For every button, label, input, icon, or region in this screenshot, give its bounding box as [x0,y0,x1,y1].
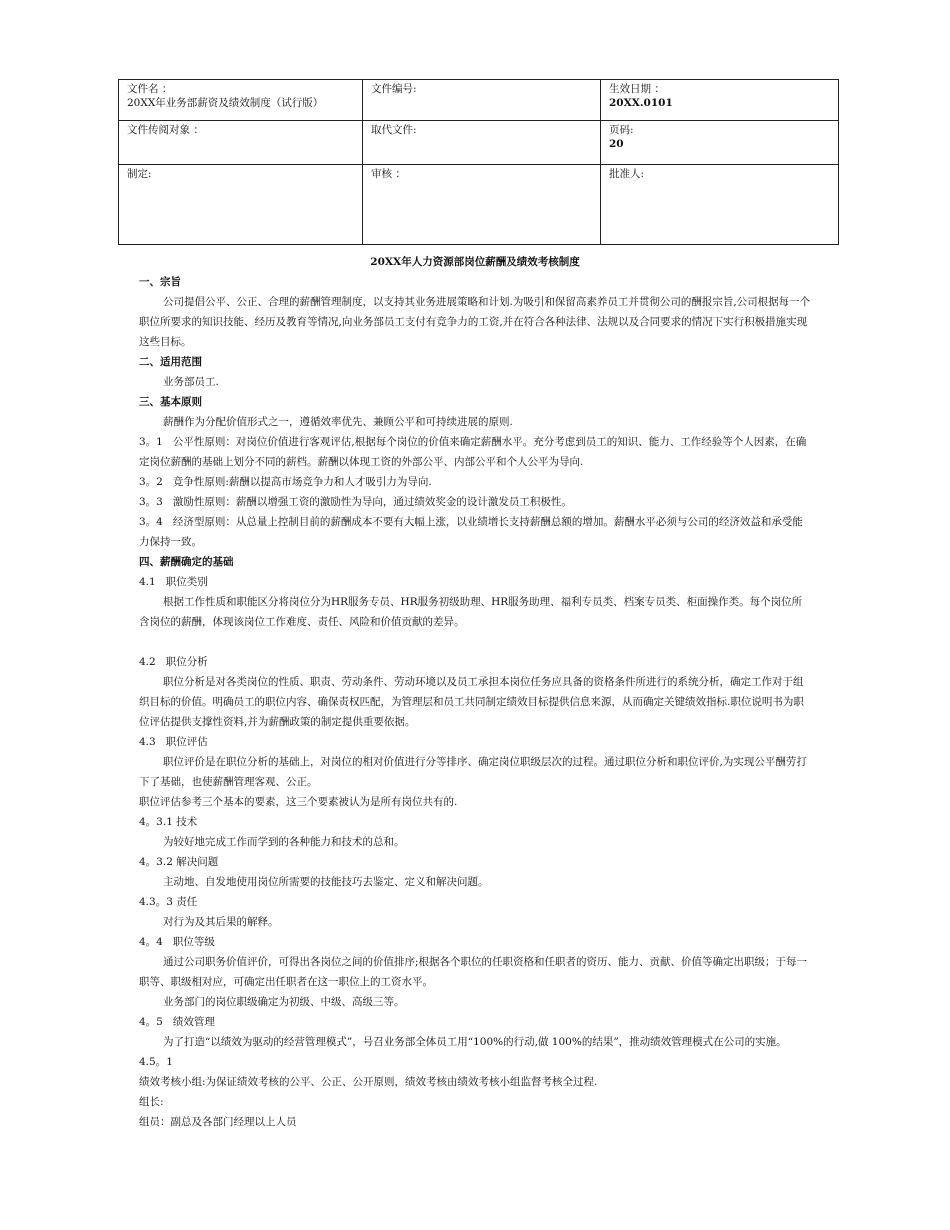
review-cell [363,165,601,245]
made-by-cell [119,165,363,245]
file-name-cell [119,80,363,121]
approver-label: 批准人: [609,168,645,180]
item-heading: 4。3.1 技术 [139,816,198,828]
paragraph: 绩效考核小组:为保证绩效考核的公平、公正、公开原则，绩效考核由绩效考核小组监督考核全过程. [139,1076,598,1088]
paragraph: 主动地、自发地使用岗位所需要的技能技巧去鉴定、定义和解决问题。 [163,876,489,888]
document-header-table [118,79,839,245]
made-by-label: 制定: [127,168,152,180]
clause-text: 经济型原则：从总量上控制目前的薪酬成本不要有大幅上涨，以业绩增长支持薪酬总额的增加。薪酬水平必须与公司的经济效益和承受能力保持一致。 [139,516,803,548]
file-number-label: 文件编号: [371,83,417,95]
subsection-number: 4。4 [139,936,163,948]
paragraph: 为较好地完成工作而学到的各种能力和技术的总和。 [163,836,405,848]
subsection-heading [139,572,811,592]
clause-text: 激励性原则：薪酬以增强工资的激励性为导向，通过绩效奖金的设计激发员工积极性。 [172,496,572,508]
clause [139,512,811,552]
clause [139,472,811,492]
subsection-number: 4.3 [139,736,156,748]
subsection-number: 4.1 [139,576,156,588]
subsection-heading [139,932,811,952]
replace-file-cell [363,121,601,165]
paragraph: 业务部员工. [163,376,219,388]
subsection-title: 职位类别 [165,576,208,588]
effective-date-label: 生效日期 ： [609,83,665,95]
subsection-heading [139,1012,811,1032]
subsection-title: 职位等级 [172,936,215,948]
clause [139,492,811,512]
item-heading: 4。3.2 解决问题 [139,856,219,868]
review-label: 审核 ： [371,168,406,180]
section-heading: 四、薪酬确定的基础 [139,556,234,568]
subsection-title: 职位评估 [165,736,208,748]
effective-date-value: 20XX.0101 [609,97,673,109]
subsection-heading [139,732,811,752]
approver-cell [601,165,839,245]
paragraph: 薪酬作为分配价值形式之一，遵循效率优先、兼顾公平和可持续进展的原则. [163,416,513,428]
paragraph: 对行为及其后果的解释。 [163,916,279,928]
clause-number: 3。4 [139,516,163,528]
clause-number: 3。1 [139,436,163,448]
document-title: 20XX年人力资源部岗位薪酬及绩效考核制度 [370,256,580,268]
circulation-label: 文件传阅对象 ： [127,124,204,136]
paragraph: 职位评价是在职位分析的基础上，对岗位的相对价值进行分等排序、确定岗位职级层次的过程。通过职位分析和职位评价,为实现公平酬劳打下了基础，也使薪酬管理客观、公正。 [139,756,807,788]
file-number-cell [363,80,601,121]
paragraph: 通过公司职务价值评价，可得出各岗位之间的价值排序;根据各个职位的任职资格和任职者的资历、能力、贡献、价值等确定出职级；于每一职等、职级相对应，可确定出任职者在这一职位上的工资水平。 [139,956,808,988]
leader-line: 组长: [139,1096,164,1108]
subsection-title: 绩效管理 [172,1016,215,1028]
paragraph: 职位评估参考三个基本的要素，这三个要素被认为是所有岗位共有的. [139,796,458,808]
clause [139,432,811,472]
page-number-value: 20 [609,138,624,150]
subsection-title: 职位分析 [165,656,208,668]
clause-text: 竞争性原则:薪酬以提高市场竞争力和人才吸引力为导向. [172,476,432,488]
effective-date-cell [601,80,839,121]
paragraph: 根据工作性质和职能区分将岗位分为HR服务专员、HR服务初级助理、HR服务助理、福利专员类、档案专员类、柜面操作类。每个岗位所含岗位的薪酬，体现该岗位工作难度、责任、风险和价值贡献的差异。 [139,596,803,628]
subsection-number: 4。5 [139,1016,163,1028]
document-body [139,272,811,1132]
section-heading: 二、适用范围 [139,356,202,368]
page-number-cell [601,121,839,165]
page-number-label: 页码: [609,124,634,136]
section-heading: 三、基本原则 [139,396,202,408]
subsection-number: 4.2 [139,656,156,668]
clause-number: 3。3 [139,496,163,508]
file-name-value: 20XX年业务部薪资及绩效制度（试行版） [127,97,324,109]
paragraph: 职位分析是对各类岗位的性质、职责、劳动条件、劳动环境以及员工承担本岗位任务应具备的资格条件所进行的系统分析，确定工作对于组织目标的价值。明确员工的职位内容、确保责权匹配，为管理层和员工共同制定绩效目标提供信息来源，从而确定关键绩效指标.职位说明书为职位评估提供支撑性资料,并为薪酬政策的制定提供重要依据。 [139,676,804,728]
paragraph: 业务部门的岗位职级确定为初级、中级、高级三等。 [163,996,405,1008]
subsection-heading [139,652,811,672]
file-name-label: 文件名 ： [127,83,173,95]
clause-number: 3。2 [139,476,163,488]
item-heading: 4.3。3 责任 [139,896,198,908]
paragraph: 为了打造“以绩效为驱动的经营管理模式”，号召业务部全体员工用“100%的行动,做 100%的结果”，推动绩效管理模式在公司的实施。 [163,1036,787,1048]
paragraph: 公司提倡公平、公正、合理的薪酬管理制度，以支持其业务进展策略和计划.为吸引和保留高素养员工并贯彻公司的酬报宗旨,公司根据每一个职位所要求的知识技能、经历及教育等情况,向业务部员工支付有竞争力的工资,并在符合各种法律、法规以及合同要求的情况下实行积极措施实现这些目标。 [139,296,811,348]
circulation-cell [119,121,363,165]
section-heading: 一、宗旨 [139,276,181,288]
clause-text: 公平性原则：对岗位价值进行客观评估,根据每个岗位的价值来确定薪酬水平。充分考虑到员工的知识、能力、工作经验等个人因素，在确定岗位薪酬的基础上划分不同的薪档。薪酬以体现工资的外部公平、内部公平和个人公平为导向. [139,436,807,468]
item-heading: 4.5。1 [139,1056,173,1068]
members-line: 组员：副总及各部门经理以上人员 [139,1116,297,1128]
replace-file-label: 取代文件: [371,124,417,136]
